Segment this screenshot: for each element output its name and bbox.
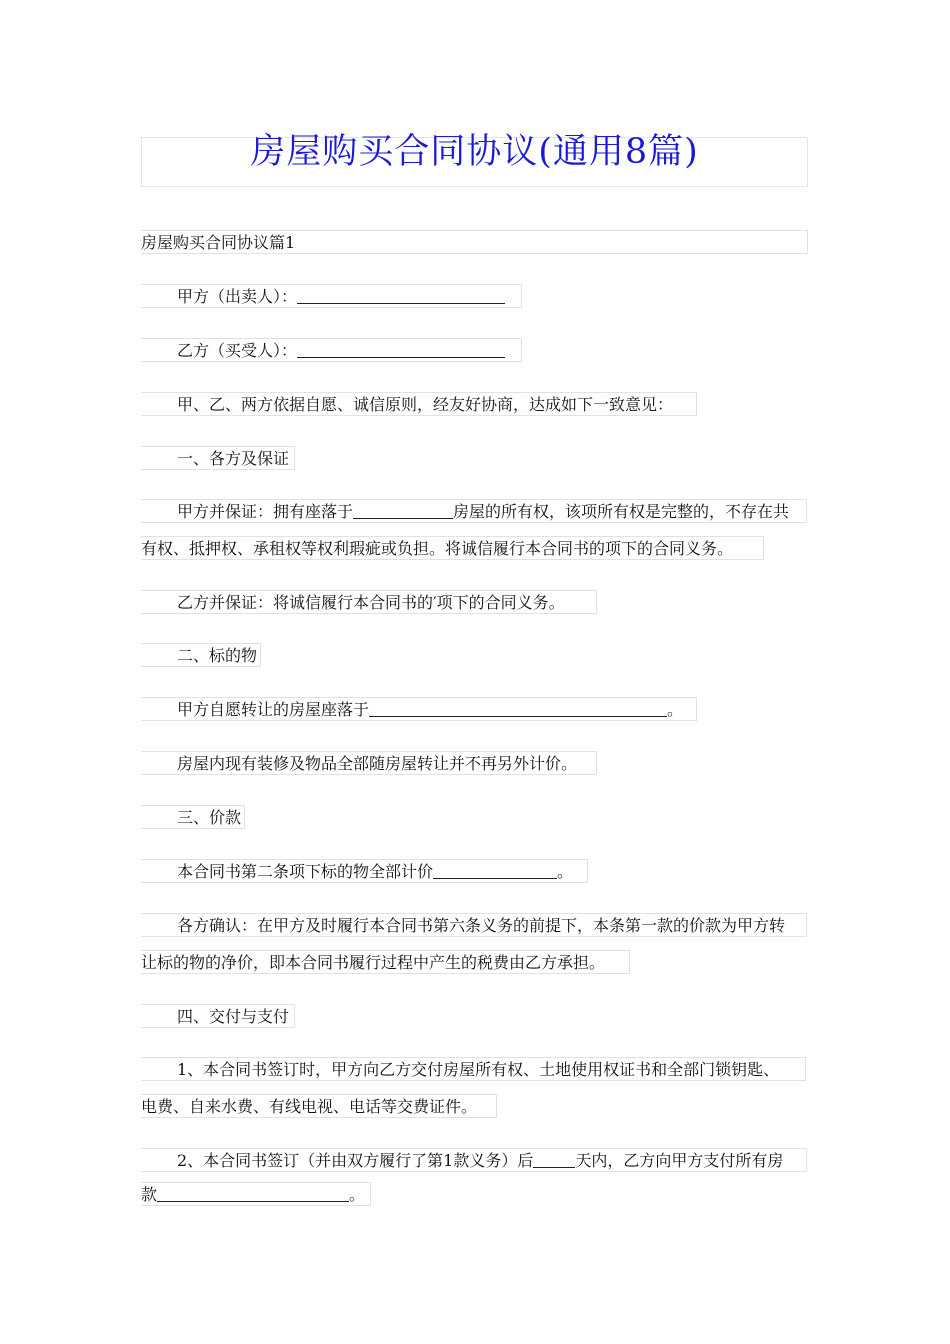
confirm-line-1: 各方确认：在甲方及时履行本合同书第六条义务的前提下，本条第一款的价款为甲方转 xyxy=(141,913,807,937)
item-1-line-2: 电费、自来水费、有线电视、电话等交费证件。 xyxy=(141,1094,497,1118)
warranty-text-end: 房屋的所有权，该项所有权是完整的，不存在共 xyxy=(453,502,790,521)
item-2-payment-label: 款 xyxy=(141,1185,158,1204)
party-a-line xyxy=(141,284,522,308)
party-b-line xyxy=(141,338,522,362)
heading-parties: 一、各方及保证 xyxy=(141,446,295,470)
heading-delivery-payment: 四、交付与支付 xyxy=(141,1004,295,1028)
warranty-text-start: 甲方并保证：拥有座落于 xyxy=(177,502,354,521)
subject-location-line xyxy=(141,697,697,721)
price-text: 本合同书第二条项下标的物全部计价 xyxy=(177,862,434,881)
item-2-text-end: 天内，乙方向甲方支付所有房 xyxy=(575,1151,784,1170)
party-a-warranty-line-2: 有权、抵押权、承租权等权利瑕疵或负担。将诚信履行本合同书的项下的合同义务。 xyxy=(141,536,764,560)
intro-paragraph: 甲、乙、两方依据自愿、诚信原则，经友好协商，达成如下一致意见： xyxy=(141,392,697,416)
item-2-period: 。 xyxy=(349,1185,366,1204)
party-b-label: 乙方（买受人）： xyxy=(177,341,298,360)
document-title: 房屋购买合同协议(通用8篇) xyxy=(250,132,699,172)
payment-blank xyxy=(157,1185,349,1202)
item-2-text-start: 2、本合同书签订（并由双方履行了第1款义务）后 xyxy=(177,1151,534,1170)
party-a-blank xyxy=(297,287,505,304)
party-a-warranty-line-1 xyxy=(141,499,807,523)
subject-text: 甲方自愿转让的房屋座落于 xyxy=(177,700,370,719)
party-a-label: 甲方（出卖人）： xyxy=(177,287,298,306)
heading-subject: 二、标的物 xyxy=(141,643,261,667)
item-2-line-2 xyxy=(141,1182,371,1206)
price-blank xyxy=(433,862,557,879)
item-2-line-1 xyxy=(141,1148,807,1172)
days-blank xyxy=(533,1151,575,1168)
price-period: 。 xyxy=(557,862,574,881)
subject-period: 。 xyxy=(667,700,684,719)
heading-price: 三、价款 xyxy=(141,805,245,829)
confirm-line-2: 让标的物的净价，即本合同书履行过程中产生的税费由乙方承担。 xyxy=(141,950,630,974)
decoration-clause: 房屋内现有装修及物品全部随房屋转让并不再另外计价。 xyxy=(141,751,597,775)
section-heading: 房屋购买合同协议篇1 xyxy=(141,230,808,254)
location-blank xyxy=(353,502,453,519)
item-1-line-1: 1、本合同书签订时，甲方向乙方交付房屋所有权、土地使用权证书和全部门锁钥匙、 xyxy=(141,1057,806,1081)
subject-location-blank xyxy=(369,700,667,717)
price-line xyxy=(141,859,588,883)
party-b-blank xyxy=(297,341,505,358)
party-b-warranty: 乙方并保证：将诚信履行本合同书的′项下的合同义务。 xyxy=(141,590,597,614)
